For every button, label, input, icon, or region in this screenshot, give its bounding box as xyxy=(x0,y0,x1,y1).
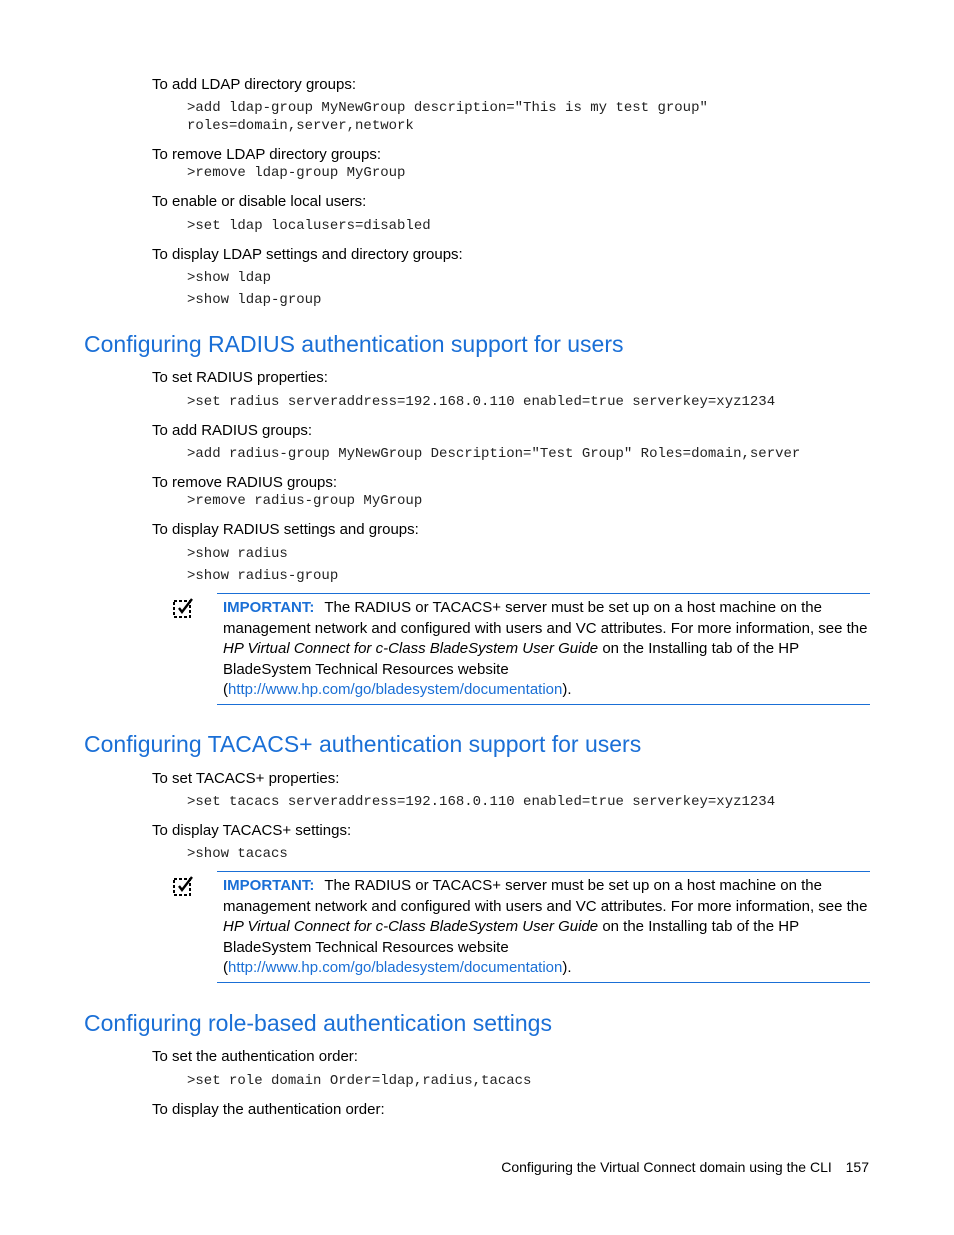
note-line-3: on the Installing tab of the HP xyxy=(598,640,800,657)
note-open-paren: ( xyxy=(223,959,228,976)
note-line-3: on the Installing tab of the HP xyxy=(598,918,800,935)
note-line-1: The RADIUS or TACACS+ server must be set up on a host machine on the xyxy=(324,877,822,894)
role-set-command: >set role domain Order=ldap,radius,tacacs xyxy=(187,1073,532,1089)
radius-set-command: >set radius serveraddress=192.168.0.110 enabled=true serverkey=xyz1234 xyxy=(187,394,776,410)
role-display-intro: To display the authentication order: xyxy=(152,1101,385,1118)
important-note-radius xyxy=(217,593,870,705)
radius-add-command: >add radius-group MyNewGroup Description="Test Group" Roles=domain,server xyxy=(187,446,801,462)
documentation-link[interactable]: http://www.hp.com/go/bladesystem/documentation xyxy=(228,959,563,976)
note-close: ). xyxy=(562,681,572,698)
radius-set-intro: To set RADIUS properties: xyxy=(152,369,328,386)
ldap-add-intro: To add LDAP directory groups: xyxy=(152,76,357,93)
important-note-icon xyxy=(172,597,194,619)
ldap-remove-intro: To remove LDAP directory groups: xyxy=(152,146,381,163)
note-guide-title: HP Virtual Connect for c-Class BladeSystem User Guide xyxy=(223,918,599,935)
ldap-local-intro: To enable or disable local users: xyxy=(152,193,367,210)
page-footer xyxy=(501,1159,869,1175)
radius-section-heading: Configuring RADIUS authentication support for users xyxy=(84,331,624,357)
note-line-2: management network and configured with users and VC attributes. For more information, see the xyxy=(223,897,868,915)
important-note-icon xyxy=(172,875,194,897)
role-section-heading: Configuring role-based authentication settings xyxy=(84,1010,552,1036)
note-close: ). xyxy=(562,959,572,976)
radius-add-intro: To add RADIUS groups: xyxy=(152,422,313,439)
note-label: IMPORTANT: xyxy=(223,877,315,894)
tacacs-set-intro: To set TACACS+ properties: xyxy=(152,770,340,787)
note-label: IMPORTANT: xyxy=(223,599,315,616)
radius-display-intro: To display RADIUS settings and groups: xyxy=(152,521,419,538)
radius-display-command-1: >show radius xyxy=(187,546,288,562)
tacacs-section-heading: Configuring TACACS+ authentication support for users xyxy=(84,731,642,757)
tacacs-display-command: >show tacacs xyxy=(187,846,288,862)
important-note-tacacs xyxy=(217,871,870,983)
ldap-display-command-1: >show ldap xyxy=(187,270,272,286)
note-line-4: BladeSystem Technical Resources website xyxy=(223,938,509,956)
ldap-display-intro: To display LDAP settings and directory groups: xyxy=(152,246,463,263)
ldap-display-command-2: >show ldap-group xyxy=(187,292,322,308)
radius-remove-intro: To remove RADIUS groups: xyxy=(152,474,338,491)
ldap-local-command: >set ldap localusers=disabled xyxy=(187,218,431,234)
tacacs-set-command: >set tacacs serveraddress=192.168.0.110 enabled=true serverkey=xyz1234 xyxy=(187,794,776,810)
note-guide-title: HP Virtual Connect for c-Class BladeSystem User Guide xyxy=(223,640,599,657)
radius-display-command-2: >show radius-group xyxy=(187,568,339,584)
note-line-4: BladeSystem Technical Resources website xyxy=(223,660,509,678)
tacacs-display-intro: To display TACACS+ settings: xyxy=(152,822,352,839)
note-line-1: The RADIUS or TACACS+ server must be set up on a host machine on the xyxy=(324,599,822,616)
page-number: 157 xyxy=(845,1159,869,1175)
documentation-link[interactable]: http://www.hp.com/go/bladesystem/documentation xyxy=(228,681,563,698)
note-open-paren: ( xyxy=(223,681,228,698)
role-set-intro: To set the authentication order: xyxy=(152,1048,358,1065)
ldap-add-command-2: roles=domain,server,network xyxy=(187,118,414,134)
note-line-2: management network and configured with users and VC attributes. For more information, see the xyxy=(223,619,868,637)
footer-text: Configuring the Virtual Connect domain using the CLI xyxy=(501,1159,832,1175)
ldap-remove-command: >remove ldap-group MyGroup xyxy=(187,165,406,181)
radius-remove-command: >remove radius-group MyGroup xyxy=(187,493,423,509)
ldap-add-command-1: >add ldap-group MyNewGroup description="This is my test group" xyxy=(187,100,708,116)
